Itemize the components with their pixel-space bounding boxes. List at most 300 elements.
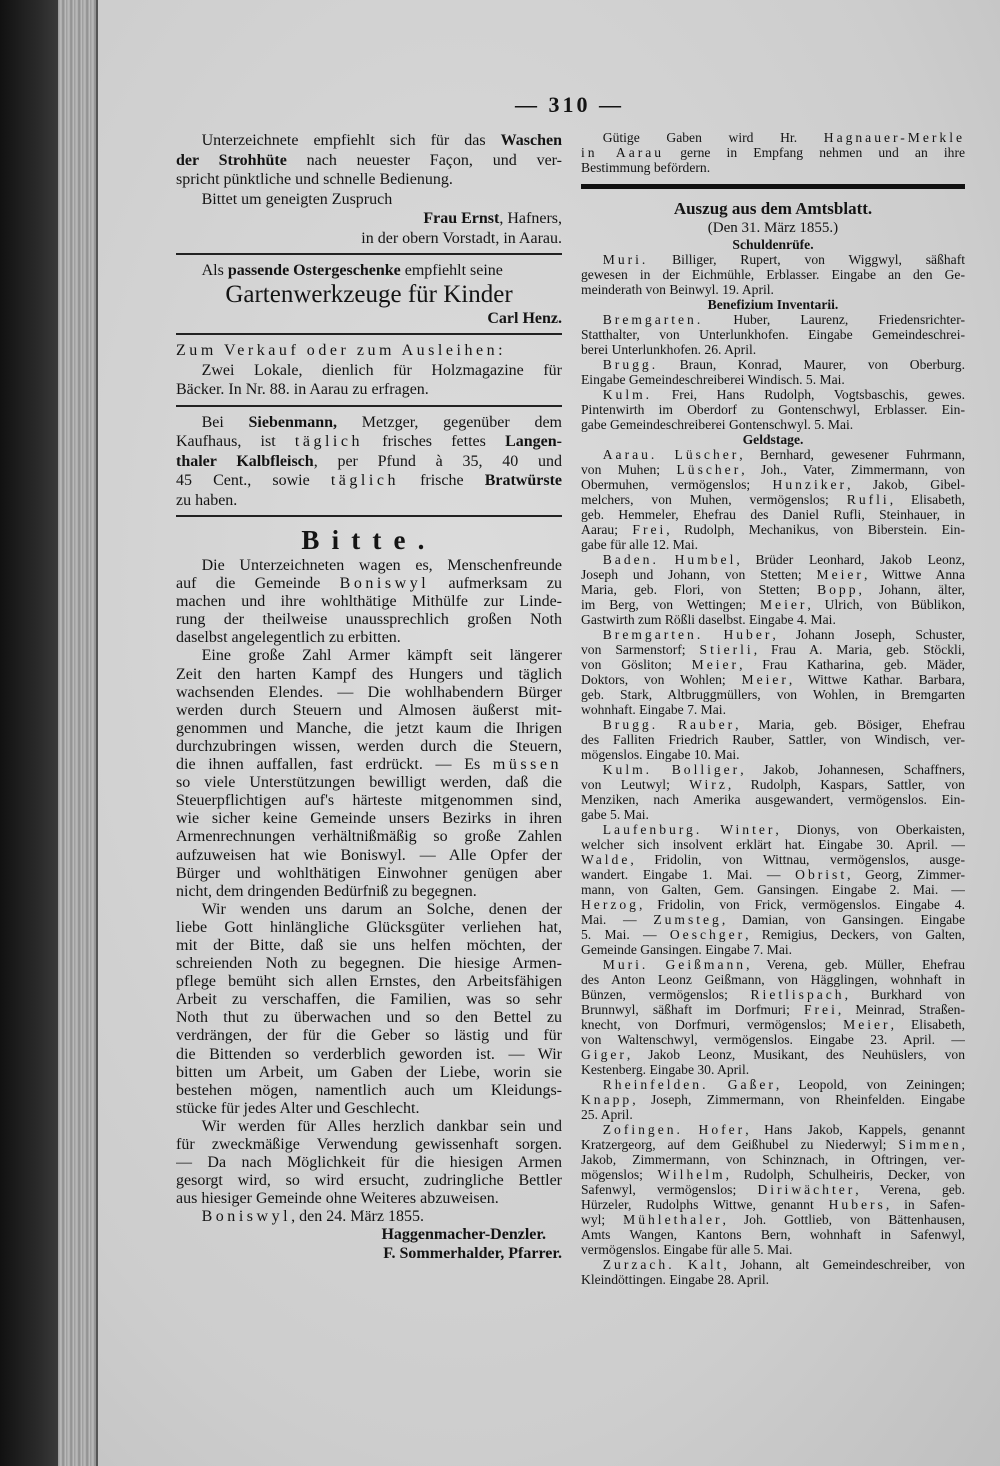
- right-paragraph: [581, 312, 965, 357]
- spaced-text: Simmen: [898, 1137, 962, 1152]
- text: von Waltenschwyl, vermögenslos. Eingabe 23. April. —: [581, 1032, 965, 1047]
- text-line: [581, 1047, 965, 1062]
- text-line: [581, 219, 965, 237]
- text-line: [581, 972, 965, 987]
- text-line: [176, 756, 562, 774]
- text-line: [176, 847, 562, 865]
- text: , Rudolph, Kaspars, Sattler, von: [727, 777, 965, 792]
- separator-rule: [581, 184, 965, 189]
- text-line: [176, 281, 562, 309]
- spaced-text: Kalt: [688, 1257, 724, 1272]
- text-line: [581, 777, 965, 792]
- spaced-text: Walde: [581, 852, 631, 867]
- text: wandert. Eingabe 1. Mai. —: [581, 867, 796, 882]
- text-line: [176, 309, 562, 329]
- text-line: [176, 1208, 562, 1226]
- right-paragraph: [581, 432, 965, 447]
- spaced-text: Muri.: [602, 252, 649, 267]
- left-column: [176, 131, 562, 1263]
- text: Hürzeler, Rudolphs Wittwe, genannt: [581, 1197, 829, 1212]
- text: — Da nach Möglichkeit für die hiesigen Armen: [176, 1154, 562, 1172]
- text: frische: [399, 472, 485, 489]
- text-line: [176, 229, 562, 249]
- text-line: [581, 957, 965, 972]
- text-line: [581, 807, 965, 822]
- text: , Rudolph, Schulheiris, Decker, von: [725, 1167, 965, 1182]
- text-line: [581, 1017, 965, 1032]
- text: im Berg, von Wettingen;: [581, 597, 760, 612]
- text: bitten um Arbeit, um Gaben der Liebe, worin sie: [176, 1063, 562, 1081]
- text: gabe für alle 12. Mai.: [581, 537, 699, 552]
- text: Jakob, Zimmermann, von Schinznach, in Oftringen, ver-: [581, 1152, 965, 1167]
- text: , Joh. Gottlieb, von Bättenhausen,: [722, 1212, 965, 1227]
- text-line: [176, 955, 562, 973]
- text: Bünzen, vermögenslos;: [581, 987, 751, 1002]
- text: , Hafners,: [499, 210, 562, 227]
- text-line: [581, 342, 965, 357]
- text: , Verena, geb. Müller, Ehefrau: [746, 957, 965, 972]
- text: [702, 822, 720, 837]
- bold-text: der Strohhüte: [176, 151, 287, 169]
- text-line: [581, 1077, 965, 1092]
- text: Huber, Laurenz, Friedensrichter-: [703, 312, 965, 327]
- text-line: [581, 1092, 965, 1107]
- text-line: [581, 462, 965, 477]
- text-line: [581, 160, 965, 175]
- text: genommen und Manche, die jetzt kaum die Ihrigen: [176, 719, 562, 737]
- spaced-text: Giger: [581, 1047, 627, 1062]
- left-paragraph: [176, 281, 562, 309]
- bold-text: passende Ostergeschenke: [227, 262, 401, 279]
- text: auf die Gemeinde: [176, 575, 340, 593]
- text: , Jakob, Johannesen, Schaffners,: [740, 762, 965, 777]
- text-line: [176, 684, 562, 702]
- text: Obermuhen, vermögenslos;: [581, 477, 773, 492]
- text-line: [581, 1137, 965, 1152]
- text: nach neuester Façon, und ver-: [286, 151, 562, 169]
- text-line: [581, 130, 965, 145]
- text-line: [176, 151, 562, 171]
- text: aufzuweisen hat wie Boniswyl. — Alle Opfer der: [176, 846, 562, 864]
- text: Maria, geb. Flori, von Stetten;: [581, 582, 818, 597]
- text: von Muhen;: [581, 462, 677, 477]
- text: [657, 447, 674, 462]
- text-line: [581, 252, 965, 267]
- text: [683, 1122, 699, 1137]
- text: Steuerpflichtigen auf's härteste mitgenommen sind,: [176, 792, 562, 810]
- text-line: [176, 170, 562, 190]
- left-paragraph: [176, 261, 562, 281]
- text-line: [176, 131, 562, 151]
- text-line: [176, 611, 562, 629]
- bold-text: Bratwürste: [484, 472, 562, 489]
- spaced-text: Meier: [816, 567, 864, 582]
- right-paragraph: [581, 957, 965, 1077]
- text-line: [581, 582, 965, 597]
- text-line: [176, 361, 562, 381]
- text-line: [581, 1227, 965, 1242]
- text: Kestenberg. Eingabe 30. April.: [581, 1062, 750, 1077]
- text: , Burkhard von: [844, 987, 965, 1002]
- text: in der obern Vorstadt, in Aarau.: [361, 229, 562, 247]
- text-line: [176, 1027, 562, 1045]
- text: Bitte.: [301, 525, 437, 555]
- text: , Elisabeth,: [889, 492, 965, 507]
- text: , Elisabeth,: [890, 1017, 965, 1032]
- spaced-text: Aarau.: [602, 447, 658, 462]
- text-line: [176, 341, 562, 361]
- right-paragraph: [581, 252, 965, 297]
- spaced-text: Humbel: [674, 552, 737, 567]
- text: , Remigius, Deckers, von Galten,: [745, 927, 965, 942]
- text-line: [176, 629, 562, 647]
- bold-text: Langen-: [505, 433, 562, 450]
- text-line: [176, 190, 562, 210]
- text: Zeit den harten Kampf des Hungers und täglich: [176, 665, 562, 683]
- text: daselbst angelegentlich zu erbitten.: [176, 629, 401, 647]
- text-line: [581, 912, 965, 927]
- text-line: [176, 901, 562, 919]
- text: , Hans Jakob, Kappels, genannt: [745, 1122, 965, 1137]
- text-line: [176, 774, 562, 792]
- text: Bürger und wohlthätigen Einwohner genügen aber: [176, 864, 562, 882]
- spaced-text: Bolliger: [671, 762, 741, 777]
- text: , Ulrich, von Büblikon,: [807, 597, 965, 612]
- spaced-text: Stierli: [699, 642, 754, 657]
- spaced-text: Laufenburg.: [602, 822, 703, 837]
- text: [675, 1257, 688, 1272]
- text: schreienden Noth zu begegnen. Die hiesige Armen-: [176, 955, 562, 973]
- text: liebe Gott hinlängliche Glücksgüter verliehen hat,: [176, 918, 562, 936]
- spaced-text: Brugg.: [602, 357, 659, 372]
- text: Armenrechnungen verhältnißmäßig so große Zahlen: [176, 828, 562, 846]
- spaced-text: Boniswyl: [201, 1208, 292, 1226]
- text: , Jakob, Gibel-: [847, 477, 965, 492]
- spaced-text: Bopp: [817, 582, 859, 597]
- spaced-text: Zurzach.: [602, 1257, 675, 1272]
- text: 5. Mai. —: [581, 927, 670, 942]
- bold-text: Frau Ernst: [423, 210, 500, 227]
- text: Bittet um geneigten Zuspruch: [201, 190, 393, 208]
- spaced-text: Lüscher: [676, 462, 742, 477]
- text: melchers, von Muhen, vermögenslos;: [581, 492, 847, 507]
- text-line: [581, 597, 965, 612]
- text-line: [176, 1154, 562, 1172]
- text: für zweckmäßige Verwendung gewissenhaft sorgen.: [176, 1136, 562, 1153]
- spaced-text: Meier: [741, 672, 789, 687]
- right-paragraph: [581, 447, 965, 552]
- spaced-text: Herzog: [581, 897, 639, 912]
- text-line: [176, 647, 562, 665]
- text: Bäcker. In Nr. 88. in Aarau zu erfragen.: [176, 381, 429, 398]
- bold-text: thaler Kalbfleisch: [176, 452, 314, 470]
- spaced-text: Hunziker: [772, 477, 848, 492]
- text: , Johann, älter,: [858, 582, 965, 597]
- text: , Meinrad, Straßen-: [837, 1002, 965, 1017]
- right-paragraph: [581, 627, 965, 717]
- spaced-text: Knapp: [581, 1092, 633, 1107]
- text-line: [176, 452, 562, 472]
- text: Gastwirth zum Rößli daselbst. Eingabe 4. Mai.: [581, 612, 836, 627]
- text: von Leutwyl;: [581, 777, 690, 792]
- text: Safenwyl, vermögenslos;: [581, 1182, 758, 1197]
- text: , Jakob Leonz, Musikant, des Neuhüslers, von: [626, 1047, 965, 1062]
- text: meinderath von Beinwyl. 19. April.: [581, 282, 774, 297]
- text-line: [176, 575, 562, 593]
- text-line: [176, 738, 562, 756]
- text: nicht, dem dringenden Bedürfniß zu begegnen.: [176, 882, 477, 900]
- spaced-text: Huber: [723, 627, 773, 642]
- text: Kratzergeorg, auf dem Geißhubel zu Niederwyl;: [581, 1137, 899, 1152]
- separator-rule: [176, 515, 562, 517]
- text: wachsenden Elendes. — Die wohlhabendern Bürger: [176, 683, 562, 701]
- text: Braun, Konrad, Maurer, von Oberburg.: [658, 357, 965, 372]
- spaced-text: Oeschger: [669, 927, 746, 942]
- spaced-text: Hofer: [698, 1122, 746, 1137]
- text-line: [176, 1136, 562, 1154]
- text-line: [581, 402, 965, 417]
- text: Gütige Gaben wird Hr.: [602, 130, 824, 145]
- right-paragraph: [581, 822, 965, 957]
- text: , Bernhard, gewesener Fuhrmann,: [739, 447, 965, 462]
- text: Statthalter, von Unterlunkhofen. Eingabe Gemeindeschrei-: [581, 327, 965, 342]
- text: , Joseph, Zimmermann, von Rheinfelden. Eingabe: [632, 1092, 965, 1107]
- text: Pintenwirth im Oberdorf zu Gontenschwyl, Erblasser. Ein-: [581, 402, 965, 417]
- text: , Rudolph, Mechanikus, von Biberstein. Ein-: [666, 522, 965, 537]
- text-line: [581, 1122, 965, 1137]
- text: , Frau Katharina, geb. Mäder,: [739, 657, 965, 672]
- text-line: [176, 883, 562, 901]
- text: des Falliten Friedrich Rauber, Sattler, von Windisch, ver-: [581, 732, 965, 747]
- text: zu haben.: [176, 491, 238, 509]
- text-line: [581, 507, 965, 522]
- spaced-text: Rauber: [677, 717, 736, 732]
- text-line: [581, 567, 965, 582]
- text-line: [176, 380, 562, 400]
- text-line: [176, 973, 562, 991]
- text: , Wittwe Kathar. Barbara,: [788, 672, 965, 687]
- text: Kleindöttingen. Eingabe 28. April.: [581, 1272, 770, 1287]
- spaced-text: Wirz: [689, 777, 728, 792]
- right-paragraph: [581, 357, 965, 387]
- text: Wir werden für Alles herzlich dankbar sein und: [201, 1117, 562, 1135]
- text-line: [581, 942, 965, 957]
- text: gewesen in der Eichmühle, Erblasser. Eingabe an den Ge-: [581, 267, 965, 282]
- text-line: [581, 672, 965, 687]
- left-paragraph: [176, 413, 562, 511]
- text: Metzger, gegenüber dem: [337, 413, 562, 431]
- text: machen und ihre wohlthätige Mithülfe zur Linde-: [176, 593, 562, 611]
- spaced-text: Hubers: [828, 1197, 886, 1212]
- text: wohnhaft. Eingabe 7. Mai.: [581, 702, 726, 717]
- text: Auszug aus dem Amtsblatt.: [673, 199, 873, 218]
- left-paragraph: [176, 1118, 562, 1208]
- text: 25. April.: [581, 1107, 633, 1122]
- right-column: [581, 130, 965, 1287]
- text: Frei, Hans Rudolph, Vogtsbaschis, gewes.: [652, 387, 965, 402]
- text: Menziken, nach Amerika ausgewandert, vermögenslos. Ein-: [581, 792, 965, 807]
- text: von Sarmenstorf;: [581, 642, 700, 657]
- spaced-text: Rufli: [846, 492, 890, 507]
- text: Joseph und Johann, von Stetten;: [581, 567, 817, 582]
- right-paragraph: [581, 1077, 965, 1122]
- text-line: [581, 882, 965, 897]
- text: aufmerksam zu: [429, 575, 562, 593]
- right-paragraph: [581, 387, 965, 432]
- text-line: [176, 1009, 562, 1027]
- text: werden durch Steuern und Almosen äußerst mit-: [176, 701, 562, 719]
- text-line: [581, 792, 965, 807]
- text: empfiehlt seine: [400, 262, 503, 279]
- text-line: [176, 593, 562, 611]
- text-line: [176, 810, 562, 828]
- spaced-text: Wilhelm: [657, 1167, 726, 1182]
- text-line: [176, 865, 562, 883]
- spaced-text: täglich: [294, 433, 364, 450]
- text-line: [581, 1182, 965, 1197]
- text-line: [581, 927, 965, 942]
- spaced-text: müssen: [492, 756, 562, 774]
- left-paragraph: [176, 1208, 562, 1226]
- spaced-text: Rietlispach: [750, 987, 845, 1002]
- text-line: [581, 897, 965, 912]
- text-line: [581, 627, 965, 642]
- spaced-text: Brugg.: [602, 717, 659, 732]
- text: Noth thut zu überwachen und so den Bettel zu: [176, 1009, 562, 1027]
- text-line: [581, 822, 965, 837]
- text-line: [581, 1197, 965, 1212]
- text-line: [581, 642, 965, 657]
- text-line: [176, 432, 562, 452]
- page-edges: [58, 0, 98, 1466]
- text-line: [176, 937, 562, 955]
- text: , Fridolin, von Frick, vermögenslos. Eingabe 4.: [638, 897, 965, 912]
- text-line: [176, 919, 562, 937]
- text-line: [581, 237, 965, 252]
- text-line: [581, 432, 965, 447]
- text: [658, 717, 678, 732]
- right-paragraph: [581, 717, 965, 762]
- spaced-text: in Aarau: [581, 145, 665, 160]
- text: gesorgt wird, so wird ersucht, zudringliche Bettler: [176, 1172, 562, 1190]
- spaced-text: Frei: [632, 522, 667, 537]
- text: Eingabe Gemeindeschreiberei Windisch. 5. Mai.: [581, 372, 845, 387]
- text: Schuldenrüfe.: [732, 237, 814, 252]
- text: Brunnwyl, säßhaft im Dorfmuri;: [581, 1002, 804, 1017]
- text-line: [581, 747, 965, 762]
- text: wyl;: [581, 1212, 624, 1227]
- left-paragraph: [176, 361, 562, 400]
- spaced-text: Meier: [691, 657, 740, 672]
- text-line: [581, 837, 965, 852]
- spaced-text: Meier: [759, 597, 808, 612]
- text: , Brüder Leonhard, Jakob Leonz,: [736, 552, 965, 567]
- text: die Bittenden so verderblich geworden ist. — Wir: [176, 1045, 562, 1063]
- separator-rule: [176, 405, 562, 407]
- spaced-text: Gaßer: [727, 1077, 776, 1092]
- text: , Frau A. Maria, geb. Stöckli,: [753, 642, 965, 657]
- text-line: [176, 1100, 562, 1118]
- text: , Wittwe Anna: [863, 567, 965, 582]
- text: gabe Gemeindeschreiberei Gontenschwyl. 5. Mai.: [581, 417, 854, 432]
- text: (Den 31. März 1855.): [707, 220, 839, 236]
- left-paragraph: [176, 309, 562, 329]
- spaced-text: Geißmann: [665, 957, 747, 972]
- text-line: [581, 145, 965, 160]
- text-line: [581, 327, 965, 342]
- text-line: [176, 1118, 562, 1136]
- bold-text: Waschen: [500, 132, 562, 149]
- text-line: [176, 1172, 562, 1190]
- text: Gartenwerkzeuge für Kinder: [225, 280, 513, 308]
- text: [659, 552, 675, 567]
- text: , Georg, Zimmer-: [847, 867, 965, 882]
- text: geb. Stark, Altbruggmüllers, von Wohlen, in Bremgarten: [581, 687, 965, 702]
- text-line: [176, 1190, 562, 1208]
- text-line: [581, 687, 965, 702]
- text-line: [581, 1062, 965, 1077]
- text: Als: [201, 262, 228, 279]
- spaced-text: Obrist: [795, 867, 848, 882]
- text-line: [176, 1082, 562, 1100]
- left-paragraph: [176, 523, 562, 557]
- text: 45 Cent., sowie: [176, 472, 331, 489]
- text: gabe 5. Mai.: [581, 807, 649, 822]
- text: , Damian, von Gansingen. Eingabe: [721, 912, 965, 927]
- spaced-text: Muri.: [602, 957, 649, 972]
- text: Bei: [201, 413, 249, 431]
- text-line: [581, 537, 965, 552]
- text: Die Unterzeichneten wagen es, Menschenfreunde: [201, 557, 562, 574]
- text: Arbeit zu verschaffen, die Familien, was so sehr: [176, 991, 562, 1009]
- text-line: [176, 523, 562, 557]
- right-paragraph: [581, 219, 965, 237]
- text: [703, 627, 723, 642]
- spaced-text: Frei: [803, 1002, 838, 1017]
- text: mögenslos;: [581, 1167, 658, 1182]
- spaced-text: täglich: [330, 472, 399, 489]
- left-paragraph: [176, 131, 562, 190]
- text: rung der theilweise unaussprechlich großen Noth: [176, 611, 562, 629]
- text: , Fridolin, von Wittnau, vermögenslos, ausge-: [630, 852, 965, 867]
- text: Unterzeichnete empfiehlt sich für das: [201, 132, 501, 149]
- text-line: [176, 557, 562, 575]
- text: stücke für jedes Alter und Geschlecht.: [176, 1099, 420, 1117]
- text-line: [176, 209, 562, 229]
- text: Zwei Lokale, dienlich für Holzmagazine für: [201, 361, 562, 379]
- spaced-text: Rheinfelden.: [602, 1077, 709, 1092]
- text-line: [581, 267, 965, 282]
- text: Pfarrer.: [508, 1244, 562, 1262]
- text: , Verena, geb.: [855, 1182, 965, 1197]
- spaced-text: Bremgarten.: [602, 627, 704, 642]
- text: Benefizium Inventarii.: [707, 297, 839, 312]
- text: Kaufhaus, ist: [176, 433, 295, 450]
- text: [709, 1077, 728, 1092]
- left-paragraph: [176, 209, 562, 248]
- text: mit der Bitte, daß sie uns helfen möchten, der: [176, 936, 562, 954]
- text: , in Safen-: [885, 1197, 965, 1212]
- text: Aarau;: [581, 522, 633, 537]
- text: geb. Hemmeler, Ehefrau des Daniel Rufli, Steinhauer, in: [581, 507, 965, 522]
- text: welcher sich insolvent erklärt hat. Eingabe 30. April. —: [581, 837, 965, 852]
- text: Doktors, von Wohlen;: [581, 672, 742, 687]
- left-paragraph: [176, 190, 562, 210]
- text: wie sicher keine Gemeinde unsers Bezirks in ihren: [176, 810, 562, 828]
- text: bestehen mögen, namentlich auch um Kleidungs-: [176, 1081, 562, 1099]
- spaced-text: Zum Verkauf oder zum Ausleihen:: [176, 342, 507, 359]
- text-line: [581, 312, 965, 327]
